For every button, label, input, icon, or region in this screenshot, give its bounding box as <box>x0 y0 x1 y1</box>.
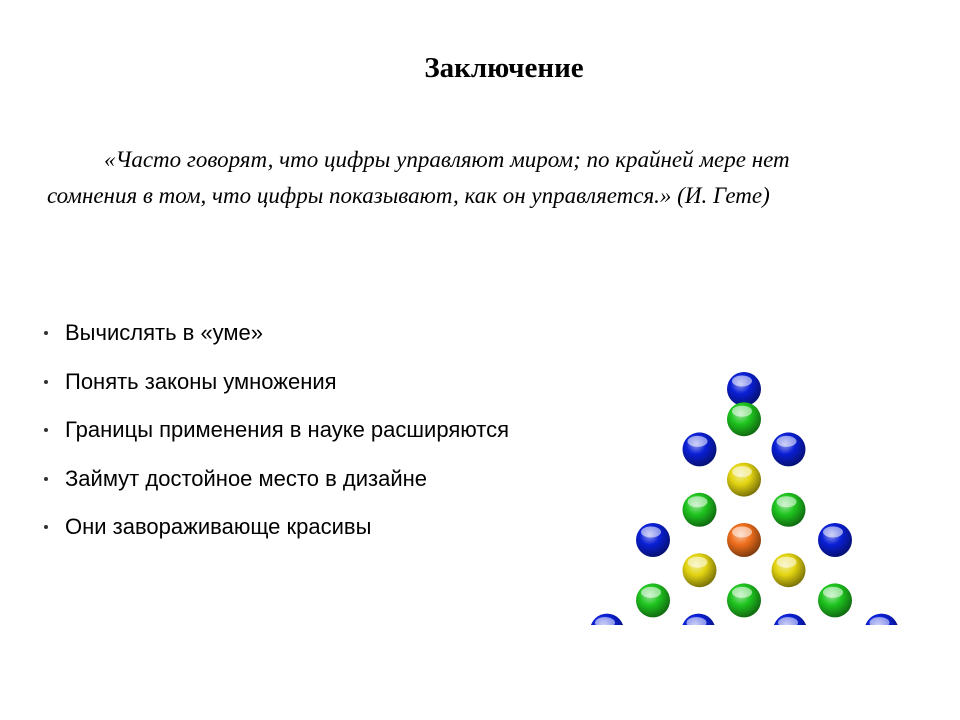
bullet-text: Понять законы умножения <box>65 368 337 394</box>
quote-line-1: «Часто говорят, что цифры управляют миром; по крайней мере нет <box>104 147 790 172</box>
blue-ball <box>865 614 899 625</box>
orange-ball <box>727 523 761 557</box>
blue-ball <box>727 372 761 406</box>
green-ball <box>727 402 761 436</box>
bullet-dot-icon <box>44 380 48 384</box>
yellow-ball <box>683 553 717 587</box>
bullet-dot-icon <box>44 428 48 432</box>
green-ball <box>818 583 852 617</box>
bullet-item <box>44 318 509 367</box>
blue-ball <box>683 432 717 466</box>
bullet-dot-icon <box>44 477 48 481</box>
bullet-item <box>44 367 509 416</box>
bullet-item <box>44 512 509 561</box>
blue-ball <box>773 614 807 625</box>
bullet-text: Границы применения в науке расширяются <box>65 417 509 442</box>
blue-ball <box>682 614 716 625</box>
blue-ball <box>636 523 670 557</box>
bullet-item <box>44 415 509 464</box>
green-ball <box>636 583 670 617</box>
green-ball <box>683 493 717 527</box>
bullet-list <box>44 318 509 561</box>
bullet-item <box>44 464 509 513</box>
green-ball <box>727 583 761 617</box>
bullet-dot-icon <box>44 331 48 335</box>
goethe-quote <box>47 142 927 214</box>
blue-ball <box>818 523 852 557</box>
yellow-ball <box>727 463 761 497</box>
green-ball <box>772 493 806 527</box>
quote-line-2: сомнения в том, что цифры показывают, как он управляется.» (И. Гете) <box>47 183 770 208</box>
yellow-ball <box>772 553 806 587</box>
bullet-dot-icon <box>44 525 48 529</box>
blue-ball <box>590 614 624 625</box>
bullet-text: Они завораживающе красивы <box>65 514 372 539</box>
bullet-text: Вычислять в «уме» <box>65 320 264 345</box>
ball-triangle-image <box>590 365 900 625</box>
bullet-text: Займут достойное место в дизайне <box>65 465 427 491</box>
slide-title: Заключение <box>424 52 584 84</box>
blue-ball <box>772 432 806 466</box>
